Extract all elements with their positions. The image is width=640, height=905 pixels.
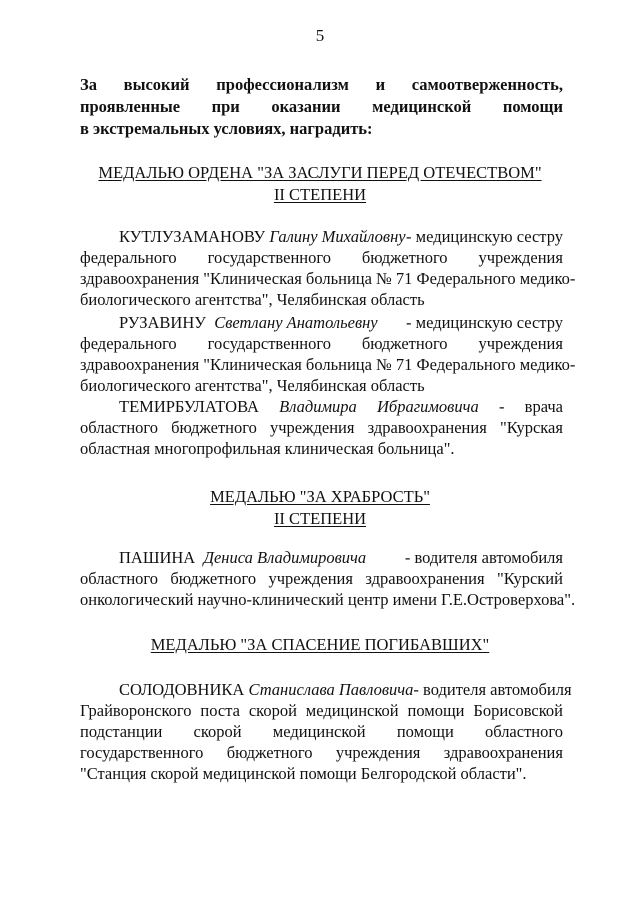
intro-word: профессионализм: [216, 75, 349, 94]
entry-line: биологического агентства", Челябинская область: [80, 376, 425, 395]
entry-line: [80, 333, 563, 354]
awardee-role: - водителя автомобиля: [404, 548, 563, 567]
entry-line: онкологический научно-клинический центр имени Г.Е.Островерхова".: [80, 590, 576, 609]
entry-line: [80, 312, 563, 333]
word: федерального: [80, 248, 177, 267]
section-2-heading-line-2: II СТЕПЕНИ: [273, 509, 367, 528]
award-intro: [80, 74, 563, 140]
entry-line: "Станция скорой медицинской помощи Белгородской области".: [80, 764, 527, 783]
section-1-heading: [0, 162, 640, 184]
intro-line-3: в экстремальных условиях, наградить:: [80, 119, 373, 138]
entry-line: [80, 721, 563, 742]
awardee-role: - водителя автомобиля: [413, 680, 572, 699]
section-1-heading-line-2: II СТЕПЕНИ: [273, 185, 367, 204]
intro-word: проявленные: [80, 97, 181, 116]
awardee-entry-pashina: [80, 547, 576, 610]
word: областного: [80, 418, 159, 437]
word: медицинской: [305, 701, 399, 720]
word: здравоохранения: [443, 743, 563, 762]
word: бюджетного: [170, 569, 257, 588]
awardee-surname: ПАШИНА: [119, 548, 196, 567]
awardee-name: Станислава Павловича: [248, 680, 414, 699]
word: здравоохранения: [365, 569, 485, 588]
word: скорой: [193, 722, 242, 741]
awardee-entry-kutluzamanova: [80, 226, 576, 310]
word: Борисовской: [473, 701, 563, 720]
entry-line: [80, 226, 563, 247]
word: государственного: [207, 334, 331, 353]
awardee-role: - медицинскую сестру: [406, 313, 563, 332]
entry-line: здравоохранения "Клиническая больница № 71 Федерального медико-: [80, 269, 576, 288]
awardee-name: Галину Михайловну: [269, 227, 406, 246]
awardee-surname: РУЗАВИНУ: [119, 313, 206, 332]
word: бюджетного: [361, 248, 448, 267]
word: "Курская: [499, 418, 563, 437]
word: учреждения: [269, 418, 355, 437]
intro-word: и: [375, 75, 386, 94]
section-1-heading-degree: [0, 184, 640, 206]
word: "Курский: [496, 569, 563, 588]
intro-word: медицинской: [372, 97, 472, 116]
entry-line: [80, 547, 563, 568]
word: подстанции: [80, 722, 163, 741]
intro-word: при: [211, 97, 240, 116]
word: государственного: [80, 743, 204, 762]
word: поста: [200, 701, 240, 720]
word: бюджетного: [226, 743, 313, 762]
section-3-heading-line: МЕДАЛЬЮ "ЗА СПАСЕНИЕ ПОГИБАВШИХ": [150, 635, 490, 654]
word: государственного: [207, 248, 331, 267]
entry-line: здравоохранения "Клиническая больница № 71 Федерального медико-: [80, 355, 576, 374]
intro-line-1: [80, 74, 563, 96]
page-number: 5: [315, 26, 325, 45]
word: скорой: [248, 701, 297, 720]
awardee-role: врача: [524, 397, 563, 416]
intro-line-2: [80, 96, 563, 118]
intro-word: высокий: [123, 75, 190, 94]
section-2-heading-line-1: МЕДАЛЬЮ "ЗА ХРАБРОСТЬ": [210, 487, 430, 506]
entry-line: [80, 396, 563, 417]
word: учреждения: [268, 569, 353, 588]
entry-line: [80, 679, 572, 700]
word: областного: [80, 569, 159, 588]
awardee-entry-solodovnika: [80, 679, 572, 784]
word: Грайворонского: [80, 701, 192, 720]
word: медицинской: [272, 722, 366, 741]
awardee-name: Дениса Владимировича: [203, 548, 367, 567]
word: помощи: [407, 701, 465, 720]
awardee-entry-temirbulatova: [80, 396, 563, 459]
intro-word: За: [80, 75, 97, 94]
word: учреждения: [335, 743, 421, 762]
word: федерального: [80, 334, 177, 353]
word: бюджетного: [171, 418, 257, 437]
entry-line: [80, 417, 563, 438]
awardee-surname: СОЛОДОВНИКА: [119, 680, 245, 699]
entry-line: биологического агентства", Челябинская область: [80, 290, 425, 309]
word: областного: [484, 722, 563, 741]
word: учреждения: [478, 334, 563, 353]
entry-line: [80, 700, 563, 721]
awardee-surname: ТЕМИРБУЛАТОВА: [119, 397, 259, 416]
section-1-heading-line-1: МЕДАЛЬЮ ОРДЕНА "ЗА ЗАСЛУГИ ПЕРЕД ОТЕЧЕСТВОМ": [98, 163, 542, 182]
word: помощи: [396, 722, 454, 741]
section-2-heading-degree: [0, 508, 640, 530]
entry-line: областная многопрофильная клиническая больница".: [80, 439, 455, 458]
entry-line: [80, 742, 563, 763]
awardee-role: - медицинскую сестру: [406, 227, 563, 246]
awardee-name: Светлану Анатольевну: [214, 313, 378, 332]
section-2-heading: [0, 486, 640, 508]
section-3-heading: [0, 634, 640, 656]
awardee-entry-ruzavina: [80, 312, 576, 396]
intro-word: помощи: [502, 97, 563, 116]
awardee-patronymic: Ибрагимовича: [377, 397, 479, 416]
entry-line: [80, 568, 563, 589]
entry-line: [80, 247, 563, 268]
awardee-name: Владимира: [279, 397, 357, 416]
word: учреждения: [478, 248, 563, 267]
intro-word: оказании: [271, 97, 341, 116]
word: здравоохранения: [367, 418, 487, 437]
dash: -: [498, 397, 505, 416]
word: бюджетного: [361, 334, 448, 353]
intro-word: самоотверженность,: [411, 75, 563, 94]
awardee-surname: КУТЛУЗАМАНОВУ: [119, 227, 266, 246]
